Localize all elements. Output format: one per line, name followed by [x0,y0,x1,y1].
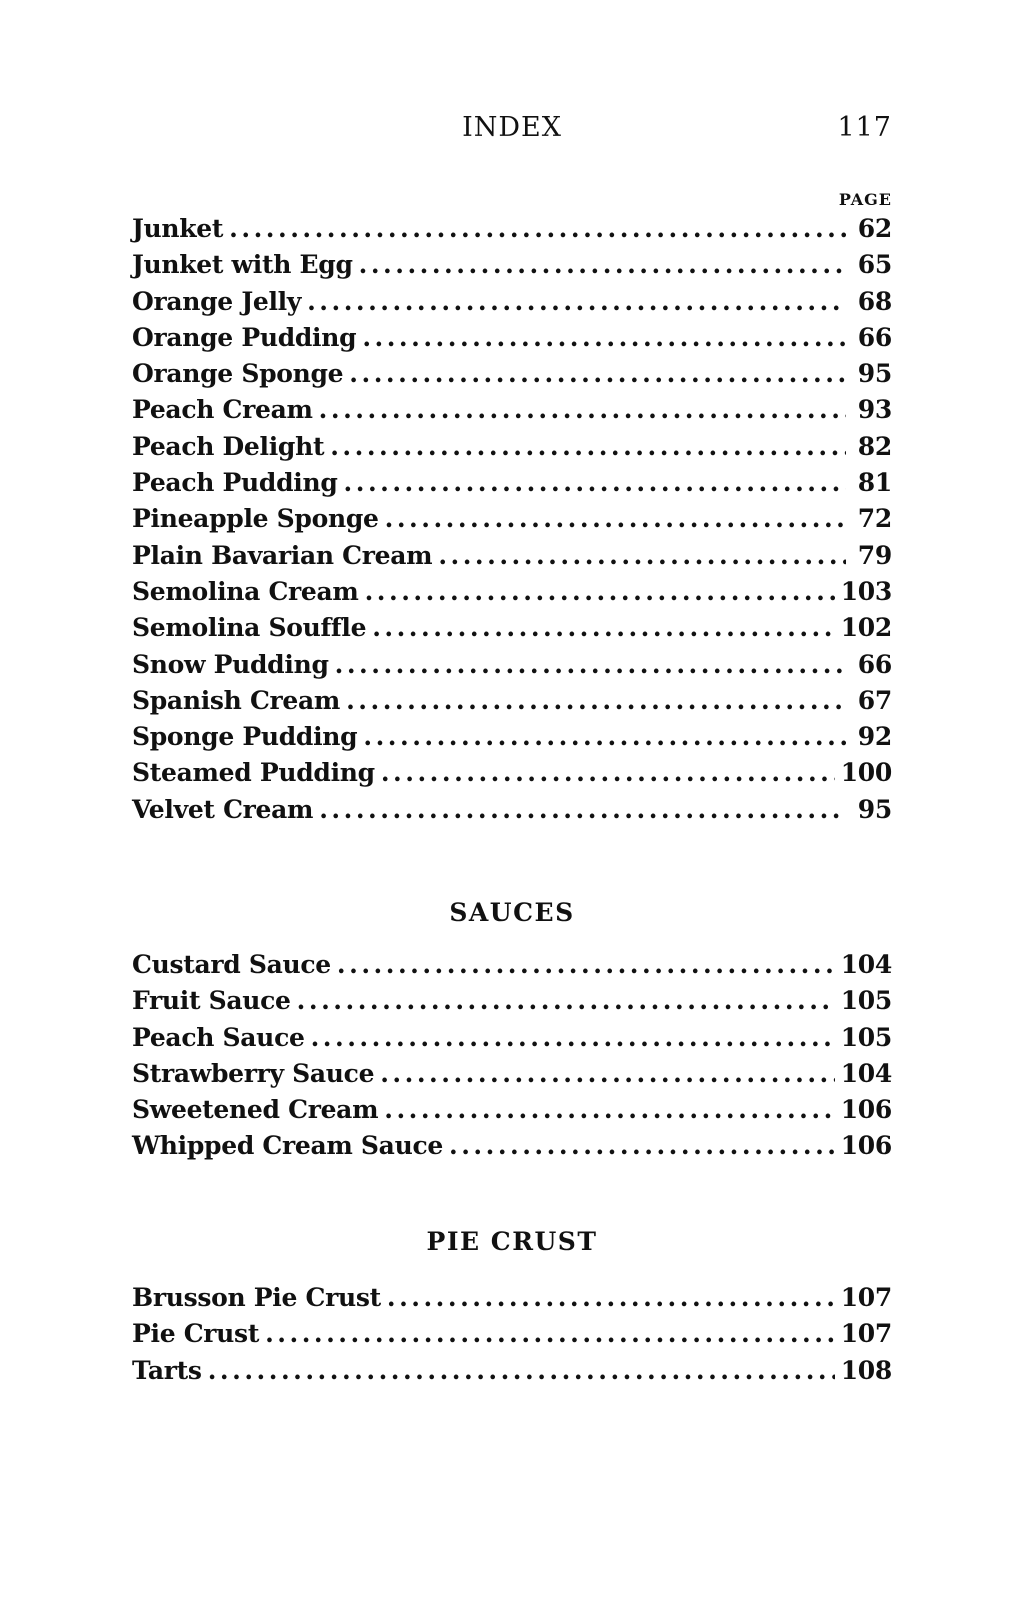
entry-page: 103 [840,576,892,606]
entry-name: Brusson Pie Crust [132,1283,381,1312]
entry-name: Sponge Pudding [132,722,358,752]
index-entry [132,613,892,649]
entry-page: 72 [857,504,892,534]
index-entry [132,541,892,577]
entry-page: 106 [840,1131,892,1161]
section-heading-pie-crust: PIE CRUST [426,1227,598,1256]
index-entry [132,577,892,613]
index-entry [132,650,892,686]
index-page [132,0,892,1600]
dot-leader [208,1356,835,1385]
dot-leader [311,1023,835,1052]
index-entry [132,950,892,986]
entry-name: Semolina Cream [132,576,359,606]
running-head [132,112,892,148]
dot-leader [362,323,846,352]
entry-page: 105 [840,1022,892,1052]
dot-leader [335,650,846,679]
entry-page: 105 [840,986,892,1016]
dot-leader [380,1059,834,1088]
dot-leader [330,432,846,461]
index-entry [132,1356,892,1392]
entry-page: 104 [840,950,892,979]
index-entry [132,986,892,1022]
dot-leader [307,287,846,316]
entry-name: Peach Cream [132,395,313,425]
index-entry [132,1283,892,1319]
index-entry [132,250,892,286]
page-column-label: PAGE [838,190,892,209]
index-entry [132,323,892,359]
entry-name: Custard Sauce [132,950,331,979]
entry-name: Orange Pudding [132,322,357,352]
index-entry [132,1023,892,1059]
desserts-index-list [132,214,892,831]
dot-leader [385,504,846,533]
entry-name: Spanish Cream [132,685,341,715]
entry-name: Plain Bavarian Cream [132,540,433,570]
index-entry [132,795,892,831]
dot-leader [346,686,846,715]
entry-page: 100 [840,758,892,788]
entry-name: Peach Pudding [132,468,338,498]
index-entry [132,1319,892,1355]
section-heading-sauces: SAUCES [449,898,575,927]
entry-name: Peach Sauce [132,1022,305,1052]
index-entry [132,722,892,758]
entry-name: Whipped Cream Sauce [132,1131,443,1161]
entry-page: 93 [857,395,892,425]
dot-leader [349,359,846,388]
index-entry [132,214,892,250]
dot-leader [344,468,846,497]
entry-page: 106 [840,1095,892,1125]
entry-name: Junket with Egg [132,250,353,280]
index-entry [132,1131,892,1167]
entry-page: 81 [857,468,892,498]
entry-page: 66 [857,322,892,352]
entry-page: 104 [840,1058,892,1088]
index-entry [132,432,892,468]
index-entry [132,686,892,722]
entry-name: Strawberry Sauce [132,1058,375,1088]
dot-leader [319,795,846,824]
entry-name: Orange Sponge [132,359,344,389]
dot-leader [319,395,846,424]
entry-name: Sweetened Cream [132,1095,379,1125]
dot-leader [449,1131,835,1160]
dot-leader [337,950,835,979]
entry-page: 65 [857,250,892,280]
entry-name: Fruit Sauce [132,986,291,1016]
index-entry [132,359,892,395]
page-title: INDEX [462,112,562,143]
index-entry [132,1095,892,1131]
index-entry [132,287,892,323]
entry-name: Velvet Cream [132,794,314,824]
entry-page: 108 [840,1355,892,1385]
entry-name: Peach Delight [132,431,325,461]
entry-name: Tarts [132,1355,202,1385]
entry-page: 66 [857,649,892,679]
entry-name: Pie Crust [132,1319,260,1349]
entry-name: Steamed Pudding [132,758,375,788]
dot-leader [384,1095,834,1124]
entry-page: 92 [857,722,892,752]
entry-name: Snow Pudding [132,649,329,679]
entry-name: Junket [132,214,224,243]
index-entry [132,468,892,504]
index-entry [132,504,892,540]
index-entry [132,758,892,794]
dot-leader [359,250,846,279]
pie-crust-index-list [132,1283,892,1392]
entry-page: 82 [857,431,892,461]
dot-leader [372,613,835,642]
sauces-index-list [132,950,892,1168]
index-entry [132,395,892,431]
entry-page: 67 [857,685,892,715]
entry-page: 107 [840,1319,892,1349]
dot-leader [229,214,846,243]
entry-name: Pineapple Sponge [132,504,379,534]
index-entry [132,1059,892,1095]
entry-page: 107 [840,1283,892,1312]
entry-name: Semolina Souffle [132,613,367,643]
dot-leader [297,986,835,1015]
entry-page: 68 [857,286,892,316]
entry-page: 95 [857,794,892,824]
dot-leader [265,1319,835,1348]
entry-page: 62 [857,214,892,243]
dot-leader [438,541,846,570]
dot-leader [381,758,835,787]
page-number: 117 [837,112,892,143]
entry-page: 102 [840,613,892,643]
dot-leader [363,722,846,751]
dot-leader [387,1283,835,1312]
entry-page: 79 [857,540,892,570]
dot-leader [365,577,835,606]
entry-name: Orange Jelly [132,286,302,316]
entry-page: 95 [857,359,892,389]
